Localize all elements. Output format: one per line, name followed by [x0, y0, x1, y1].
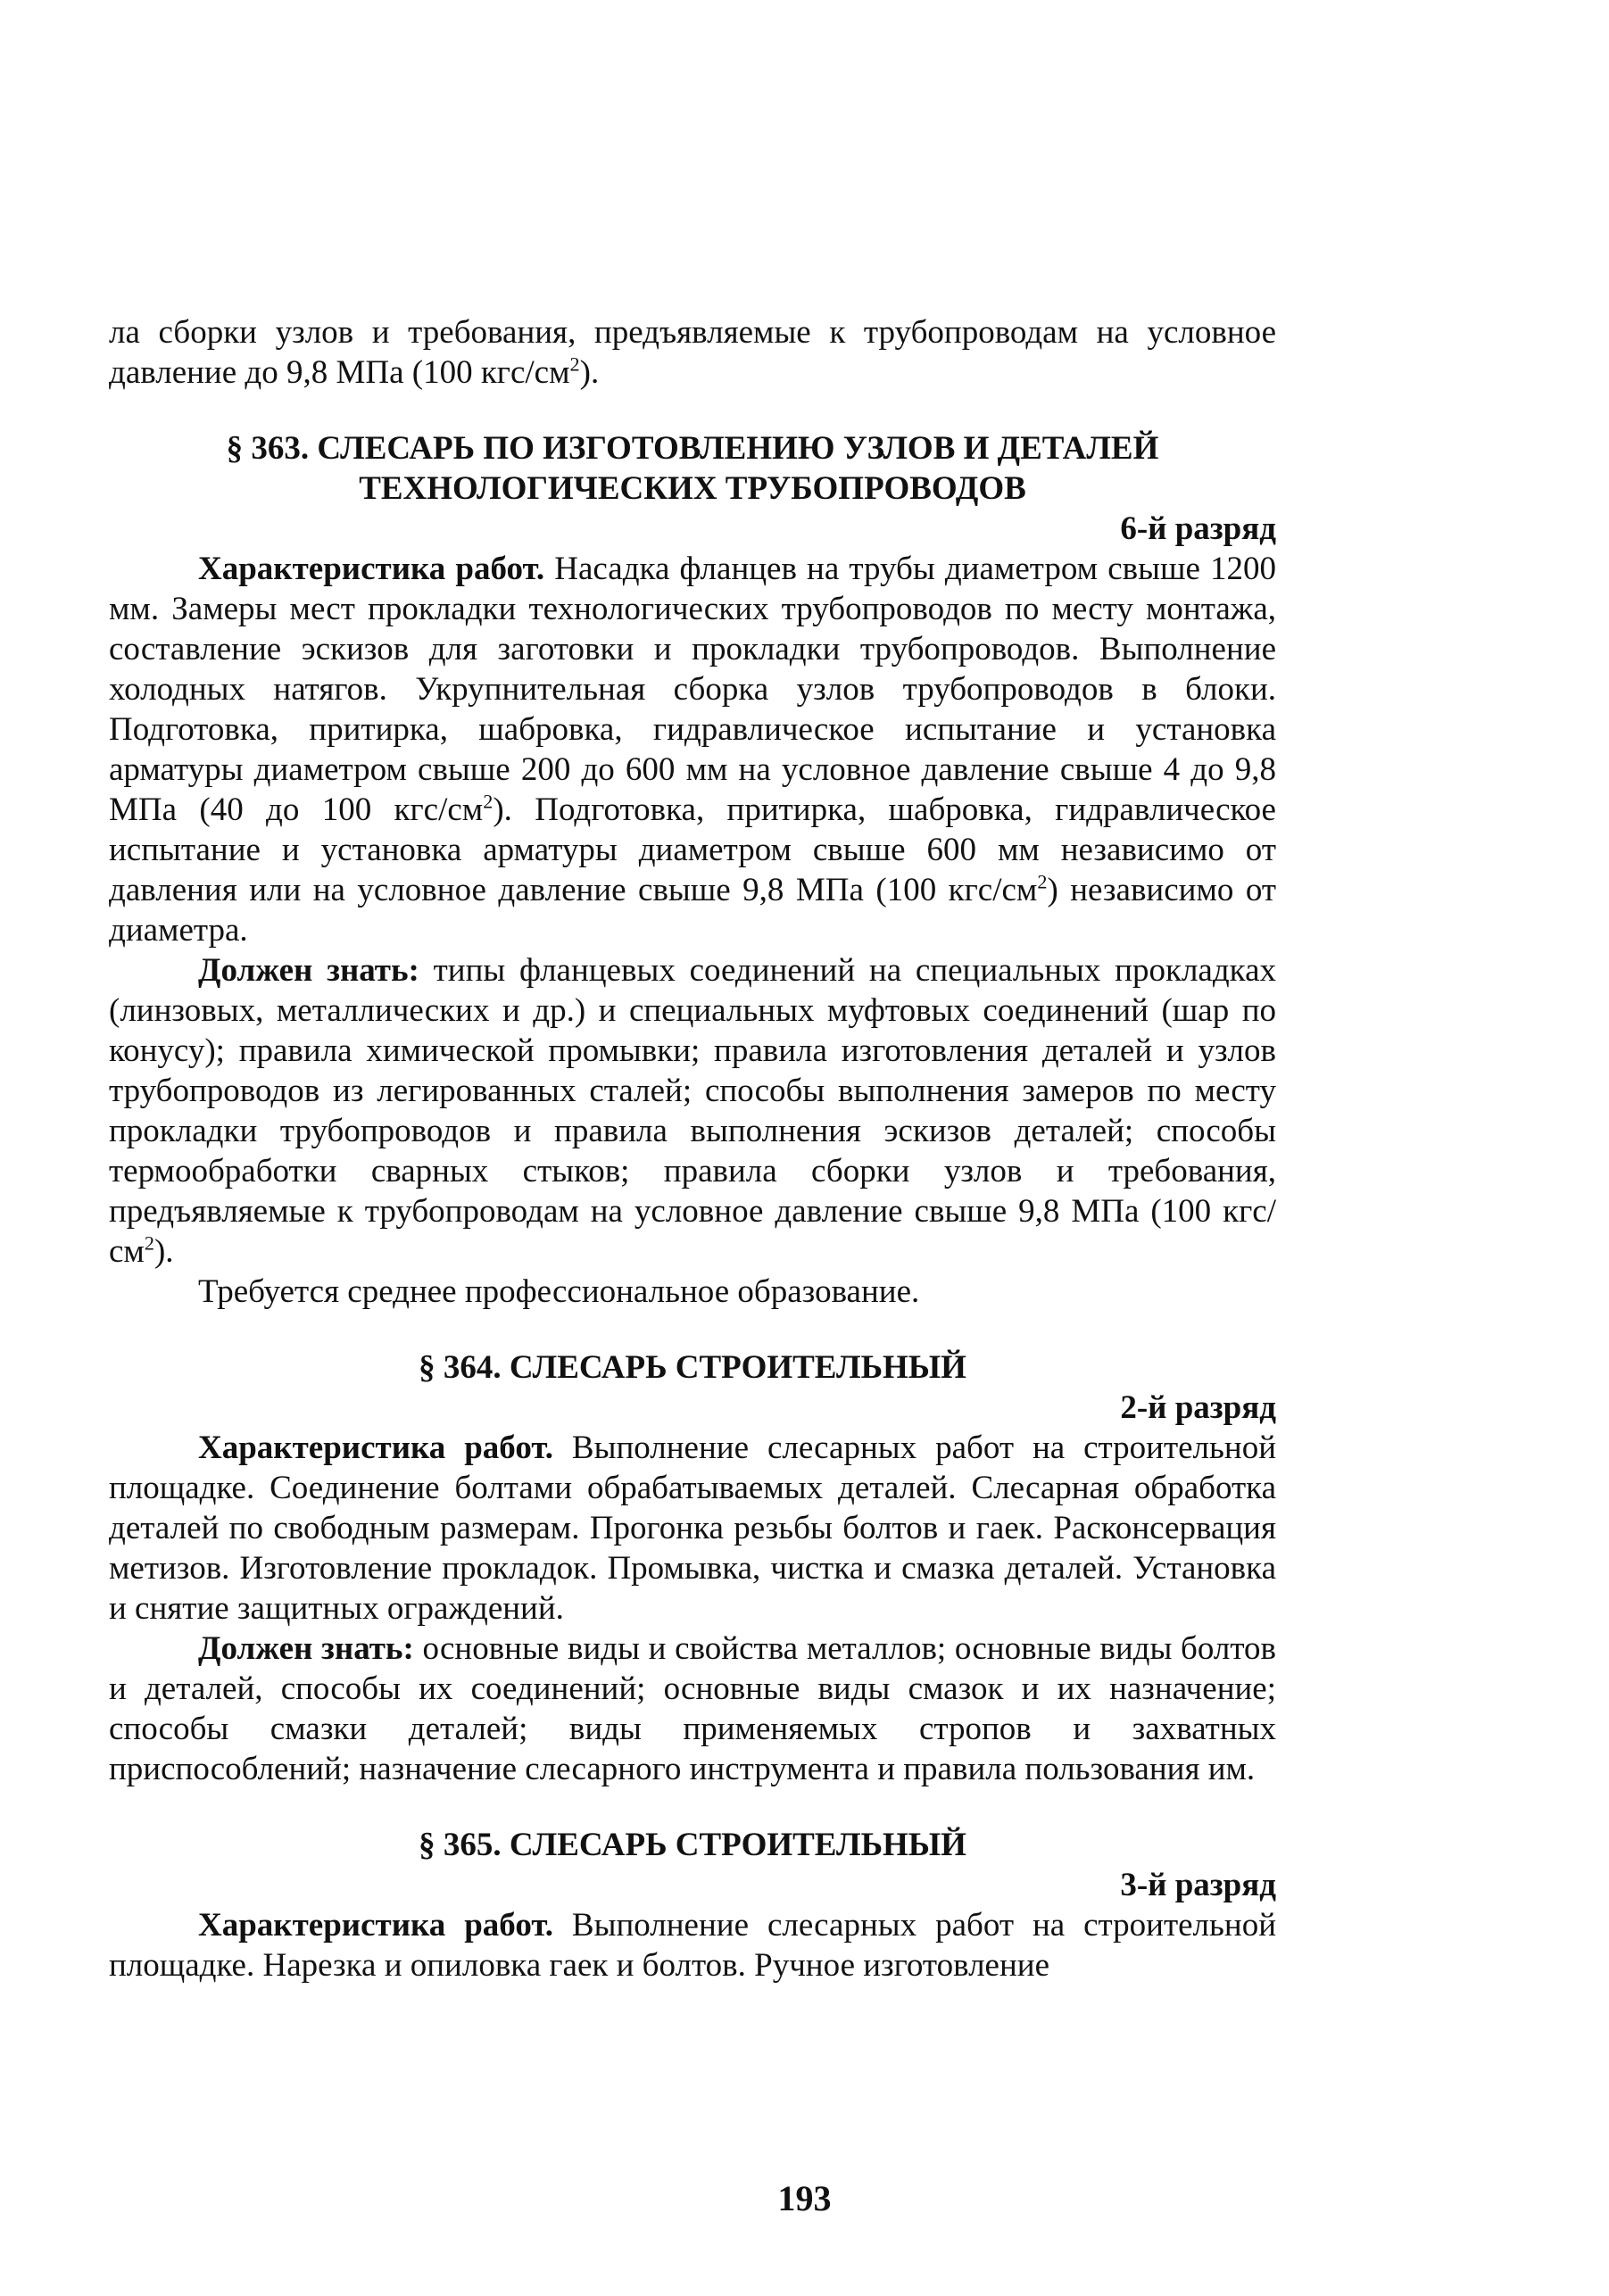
section-365-title: § 365. СЛЕСАРЬ СТРОИТЕЛЬНЫЙ — [419, 1827, 966, 1863]
section-364-characteristics: Характеристика работ. Выполнение слесарных работ на строительной площадке. Соединение болтами обрабатываемых деталей. Слесарная обработка деталей по свободным размерам. Прогонка резьбы болтов и гаек. Расконсервация метизов. Изготовление прокладок. Промывка, чистка и смазка деталей. Установка и снятие защитных ограждений. — [109, 1430, 1277, 1627]
section-364-knowledge: Должен знать: основные виды и свойства металлов; основные виды болтов и деталей, способы их соединений; основные виды смазок и их назначение; способы смазки деталей; виды применяемых стропов и захватных приспособлений; назначение слесарного инструмента и правила пользования им. — [109, 1630, 1276, 1787]
section-363-knowledge: Должен знать: типы фланцевых соединений на специальных прокладках (линзовых, металлических и др.) и специальных муфтовых соединений (шар по конусу); правила химической промывки; правила изготовления деталей и узлов трубопроводов из легированных сталей; способы выполнения замеров по месту прокладки трубопроводов и правила выполнения эскизов деталей; способы термообработки сварных стыков; правила сборки узлов и требования, предъявляемые к трубопроводам на условное давление свыше 9,8 МПа (100 кгс/$см^2$). — [109, 952, 1276, 1270]
text-column — [109, 0, 1276, 1985]
section-363-education: Требуется среднее профессиональное образование. — [198, 1273, 920, 1310]
section-363-grade: 6-й разряд — [1120, 510, 1276, 547]
section-363-title: § 363. СЛЕСАРЬ ПО ИЗГОТОВЛЕНИЮ УЗЛОВ И ДЕТАЛЕЙ ТЕХНОЛОГИЧЕСКИХ ТРУБОПРОВОДОВ — [226, 430, 1159, 507]
section-364-title: § 364. СЛЕСАРЬ СТРОИТЕЛЬНЫЙ — [419, 1349, 966, 1386]
section-365-grade: 3-й разряд — [1120, 1867, 1276, 1903]
section-363-characteristics: Характеристика работ. Насадка фланцев на трубы диаметром свыше 1200 мм. Замеры мест прокладки технологических трубопроводов по месту монтажа, составление эскизов для заготовки и прокладки трубопроводов. Выполнение холодных натягов. Укрупнительная сборка узлов трубопроводов в блоки. Подготовка, притирка, шабровка, гидравлическое испытание и установка арматуры диаметром свыше 200 до 600 мм на условное давление свыше 4 до 9,8 МПа (40 до 100 кгс/$см^2$). Подготовка, притирка, шабровка, гидравлическое испытание и установка арматуры диаметром свыше 600 мм независимо от давления или на условное давление свыше 9,8 МПа (100 кгс/$см^2$) независимо от диаметра. — [109, 551, 1277, 949]
page-number: 193 — [777, 2178, 832, 2218]
intro-paragraph: ла сборки узлов и требования, предъявляемые к трубопроводам на условное давление до 9,8 МПа (100 кгс/$см^2$). — [109, 314, 1276, 391]
section-364-grade: 2-й разряд — [1120, 1389, 1276, 1426]
section-365-characteristics: Характеристика работ. Выполнение слесарных работ на строительной площадке. Нарезка и опиловка гаек и болтов. Ручное изготовление — [109, 1907, 1277, 1984]
